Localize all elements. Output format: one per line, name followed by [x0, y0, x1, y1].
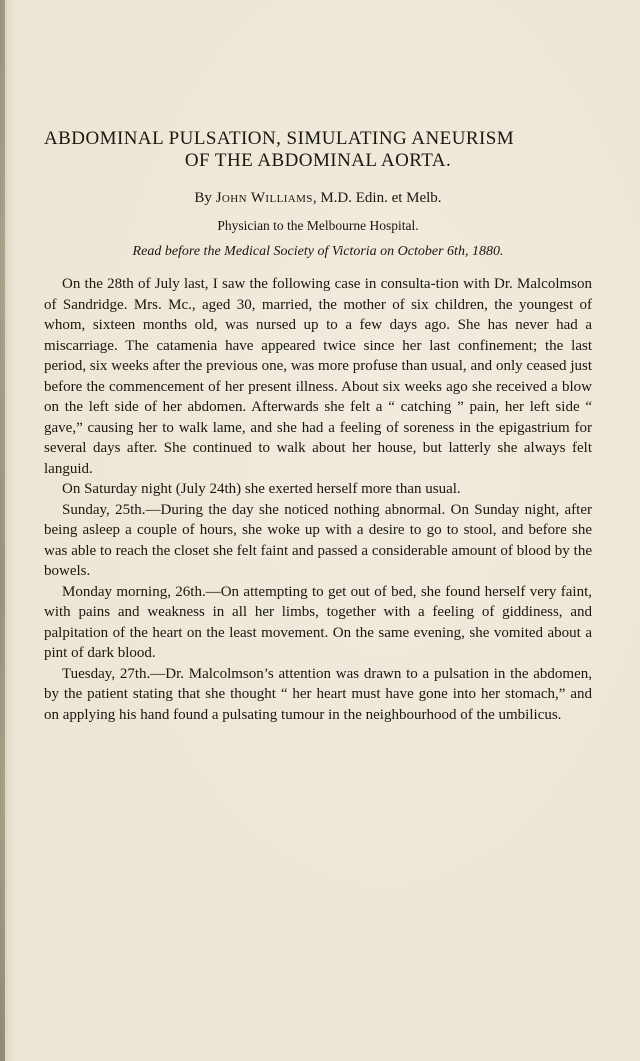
paragraph: On the 28th of July last, I saw the following case in consulta-tion with Dr. Malcolmson of Sandridge. Mrs. Mc., aged 30, married, the mother of six children, the youngest of whom, sixteen months old, was nursed up to a few days ago. She has never had a miscarriage. The catamenia have appeared twice since her last confinement; the last period, six weeks after the previous one, was more profuse than usual, and only ceased just before the commencement of her present illness. About six weeks ago she received a blow on the left side of her abdomen. Afterwards she felt a “ catching ” pain, her left side “ gave,” causing her to walk lame, and she had a feeling of soreness in the epigastrium for several days after. She continued to walk about her house, but latterly she always felt languid.	[44, 276, 592, 477]
article	[44, 128, 592, 725]
byline	[44, 189, 592, 207]
paragraph: Monday morning, 26th.—On attempting to get out of bed, she found herself very faint, with pains and weakness in all her limbs, together with a feeling of giddiness, and palpitation of the heart on the least movement. On the same evening, she vomited about a pint of dark blood.	[44, 583, 592, 661]
author-degrees: , M.D. Edin. et Melb.	[312, 190, 442, 206]
author-name: John Williams	[215, 190, 313, 206]
paragraph: On Saturday night (July 24th) she exerted herself more than usual.	[62, 481, 461, 497]
byline-prefix: By	[194, 190, 216, 206]
title-line-2: OF THE ABDOMINAL AORTA.	[184, 150, 452, 171]
page-spine-shadow	[0, 0, 5, 1061]
paragraph: Sunday, 25th.—During the day she noticed nothing abnormal. On Sunday night, after being asleep a couple of hours, she woke up with a desire to go to stool, and before she was able to reach the closet she felt faint and passed a considerable amount of blood by the bowels.	[44, 501, 592, 579]
paragraph: Tuesday, 27th.—Dr. Malcolmson’s attention was drawn to a pulsation in the abdomen, by the patient stating that she thought “ her heart must have gone into her stomach,” and on applying his hand found a pulsating tumour in the neighbourhood of the umbilicus.	[44, 665, 592, 723]
author-affiliation: Physician to the Melbourne Hospital.	[217, 218, 419, 233]
title-line-1: ABDOMINAL PULSATION, SIMULATING ANEURISM	[44, 128, 515, 149]
read-before-note: Read before the Medical Society of Victoria on October 6th, 1880.	[132, 244, 504, 259]
article-title	[44, 128, 592, 172]
article-body	[44, 274, 592, 725]
